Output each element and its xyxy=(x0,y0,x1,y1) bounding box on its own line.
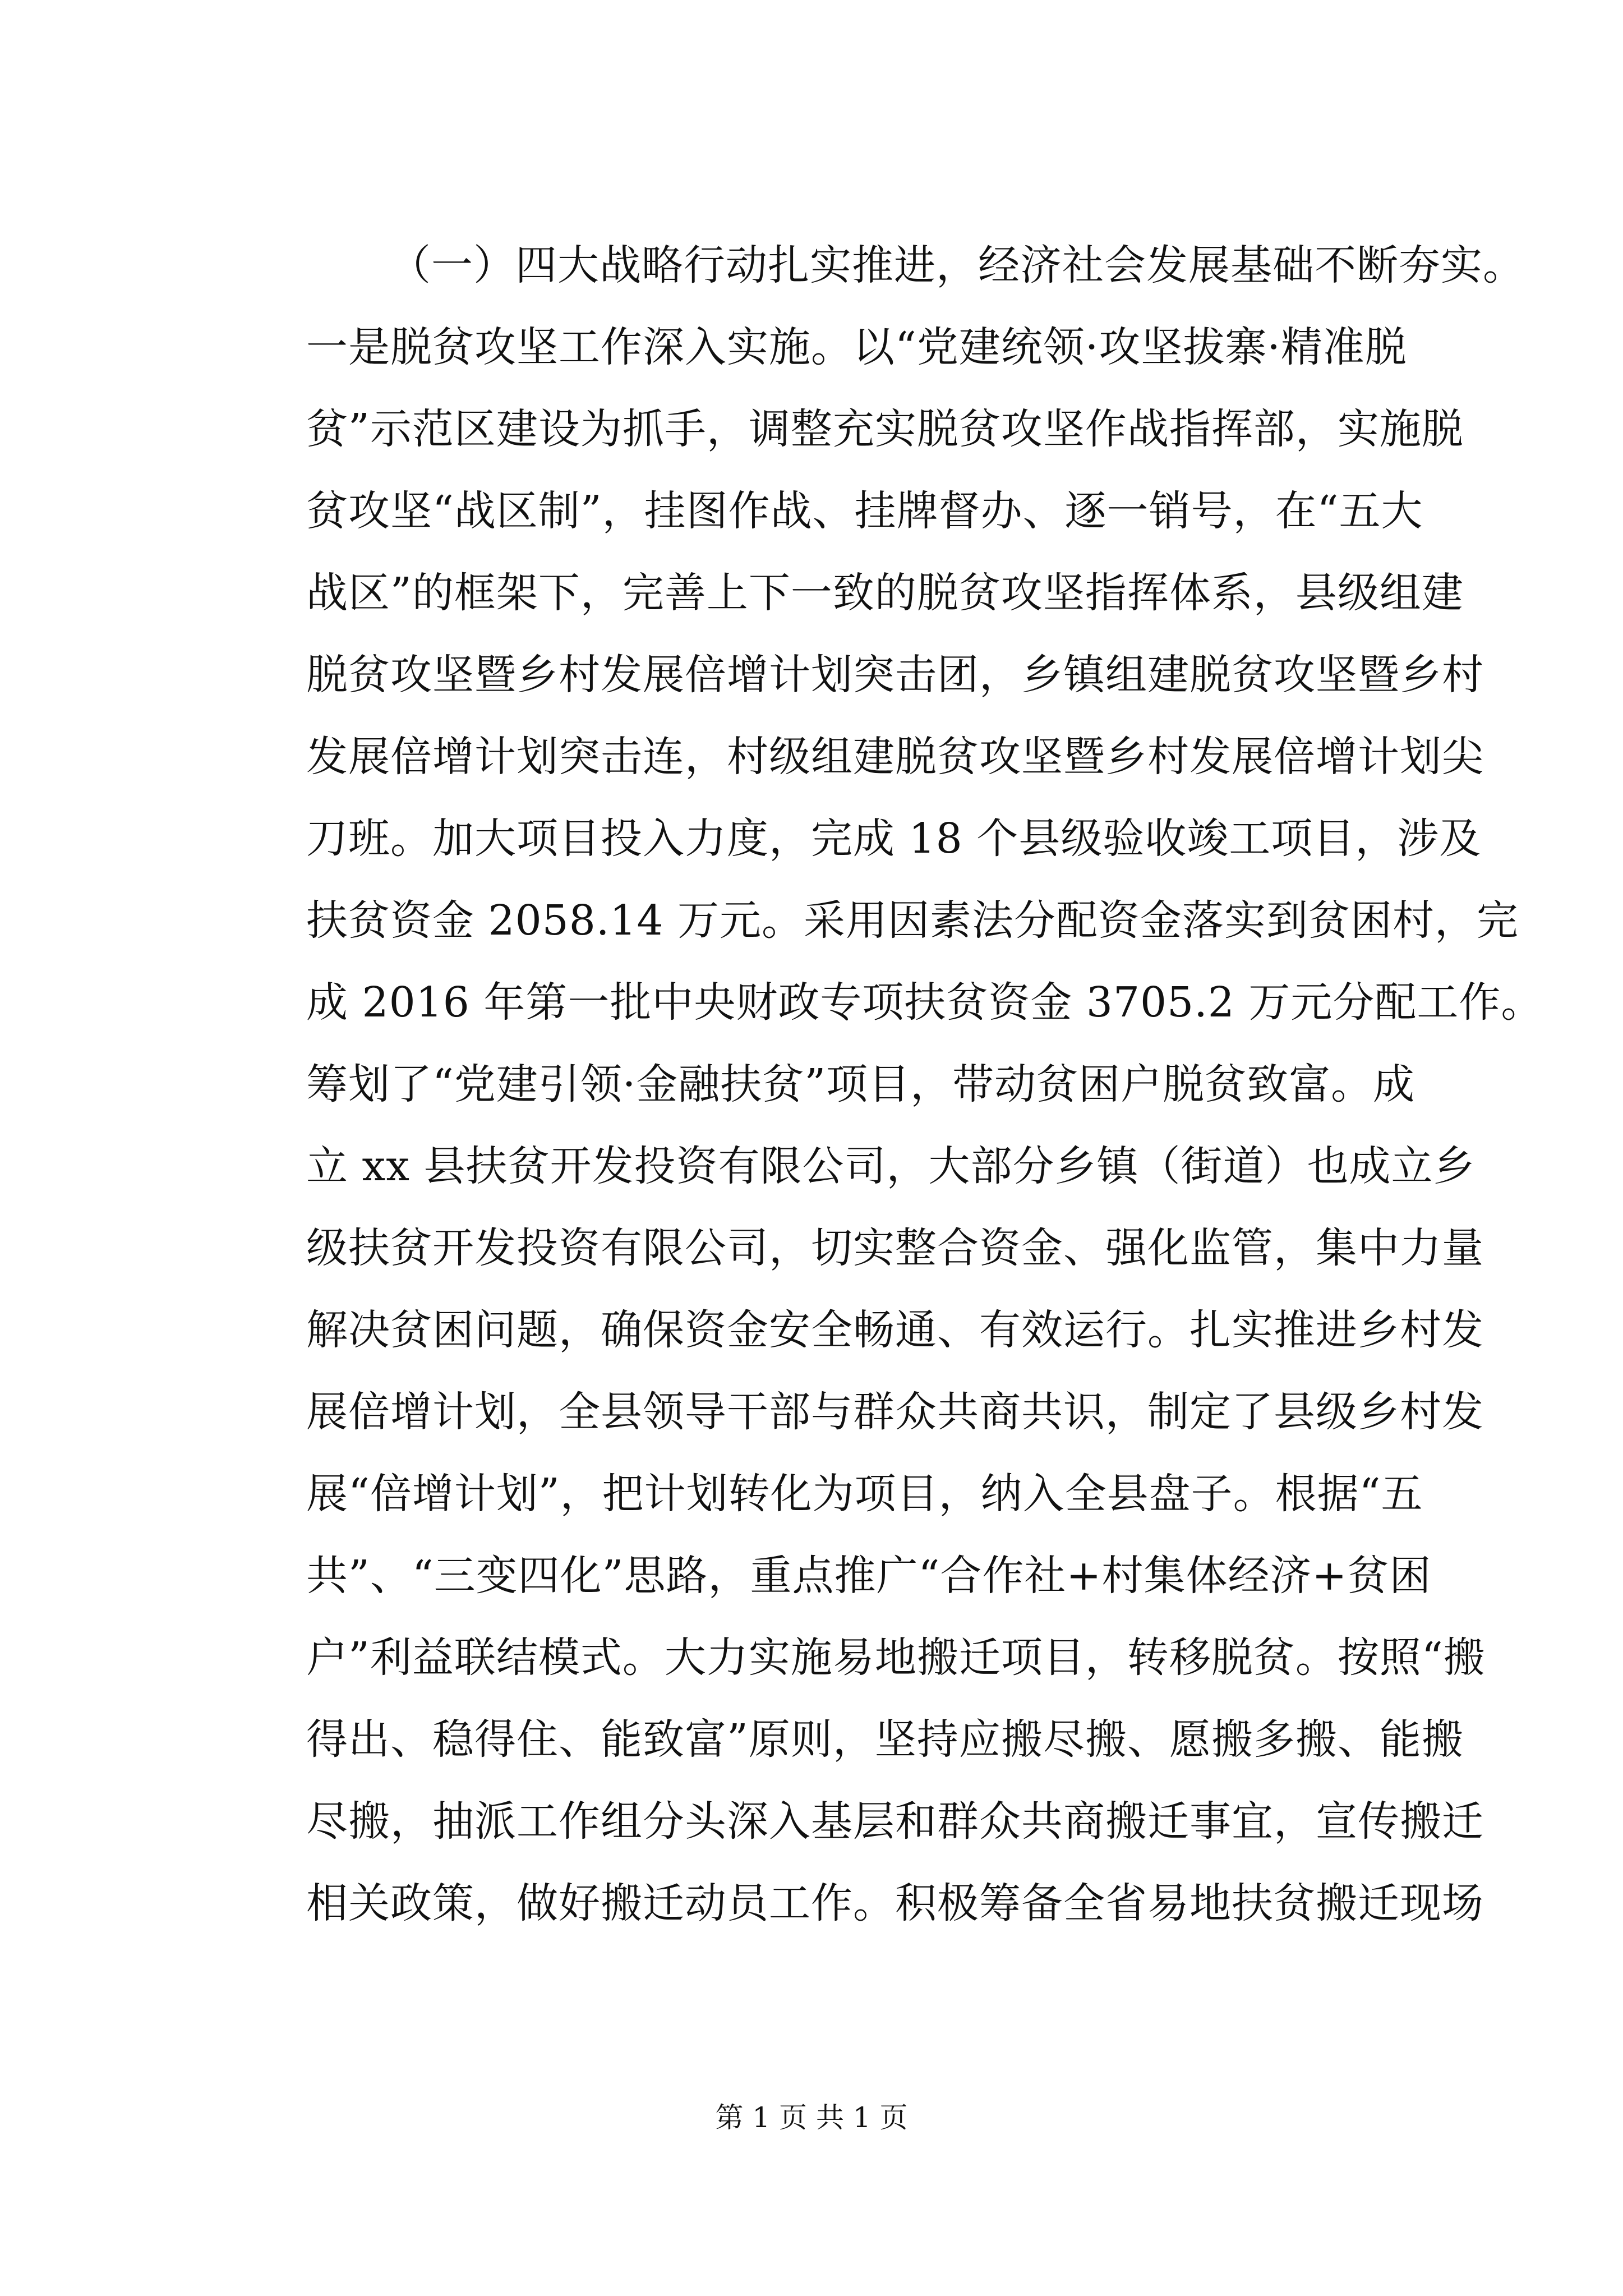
paragraph-line: 展倍增计划，全县领导干部与群众共商共识，制定了县级乡村发 xyxy=(306,1388,1484,1436)
paragraph-line: 发展倍增计划突击连，村级组建脱贫攻坚暨乡村发展倍增计划尖 xyxy=(306,733,1484,781)
page-number-footer: 第 1 页 共 1 页 xyxy=(715,2101,908,2134)
body-paragraph xyxy=(306,224,1543,1944)
paragraph-line: 解决贫困问题，确保资金安全畅通、有效运行。扎实推进乡村发 xyxy=(306,1306,1484,1354)
paragraph-line: 级扶贫开发投资有限公司，切实整合资金、强化监管，集中力量 xyxy=(306,1224,1484,1272)
paragraph-line: 共”、“三变四化”思路，重点推广“合作社+村集体经济+贫困 xyxy=(306,1552,1432,1600)
paragraph-line: 一是脱贫攻坚工作深入实施。以“党建统领·攻坚拔寨·精准脱 xyxy=(306,323,1407,371)
paragraph-line: 成 2016 年第一批中央财政专项扶贫资金 3705.2 万元分配工作。 xyxy=(306,978,1543,1027)
paragraph-line: 户”利益联结模式。大力实施易地搬迁项目，转移脱贫。按照“搬 xyxy=(306,1634,1486,1682)
paragraph-line: 刀班。加大项目投入力度，完成 18 个县级验收竣工项目，涉及 xyxy=(306,815,1482,863)
paragraph-line: 立 xx 县扶贫开发投资有限公司，大部分乡镇（街道）也成立乡 xyxy=(306,1142,1476,1190)
paragraph-line: 尽搬，抽派工作组分头深入基层和群众共商搬迁事宜，宣传搬迁 xyxy=(306,1797,1484,1846)
paragraph-line: 贫攻坚“战区制”，挂图作战、挂牌督办、逐一销号，在“五大 xyxy=(306,487,1423,535)
paragraph-line: 战区”的框架下，完善上下一致的脱贫攻坚指挥体系，县级组建 xyxy=(306,569,1464,617)
paragraph-line: 展“倍增计划”，把计划转化为项目，纳入全县盘子。根据“五 xyxy=(306,1470,1423,1518)
paragraph-line: （一）四大战略行动扎实推进，经济社会发展基础不断夯实。 xyxy=(389,241,1525,289)
paragraph-line: 相关政策，做好搬迁动员工作。积极筹备全省易地扶贫搬迁现场 xyxy=(306,1879,1484,1927)
paragraph-line: 筹划了“党建引领·金融扶贫”项目，带动贫困户脱贫致富。成 xyxy=(306,1060,1415,1108)
paragraph-line: 贫”示范区建设为抓手，调整充实脱贫攻坚作战指挥部，实施脱 xyxy=(306,405,1464,453)
paragraph-line: 脱贫攻坚暨乡村发展倍增计划突击团，乡镇组建脱贫攻坚暨乡村 xyxy=(306,651,1484,699)
paragraph-line: 扶贫资金 2058.14 万元。采用因素法分配资金落实到贫困村，完 xyxy=(306,896,1519,945)
paragraph-line: 得出、稳得住、能致富”原则，坚持应搬尽搬、愿搬多搬、能搬 xyxy=(306,1715,1464,1764)
